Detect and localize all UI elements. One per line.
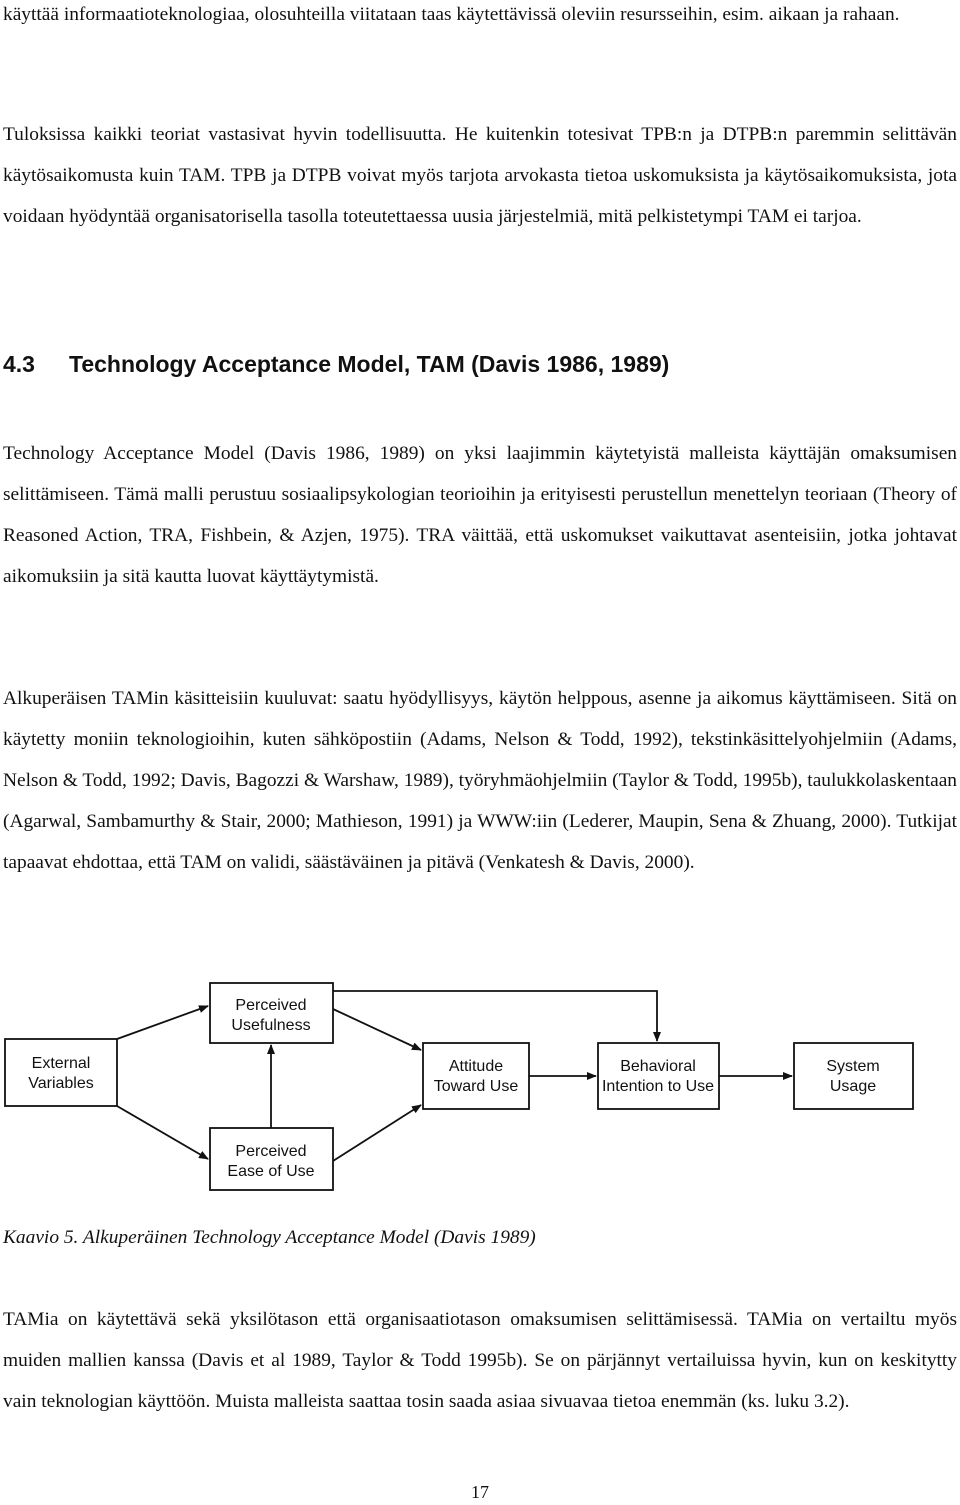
external-variables-line2: Variables — [28, 1075, 94, 1092]
perceived-usefulness-line2: Usefulness — [231, 1017, 311, 1034]
perceived-ease-line1: Perceived — [235, 1143, 307, 1160]
arrow-ease-to-attitude — [333, 1105, 421, 1161]
perceived-usefulness-line1: Perceived — [235, 997, 307, 1014]
arrow-external-to-usefulness — [117, 1006, 208, 1039]
attitude-line2: Toward Use — [433, 1078, 519, 1095]
system-usage-line2: Usage — [829, 1078, 877, 1095]
node-attitude-toward-use — [423, 1043, 529, 1109]
node-behavioral-intention — [598, 1043, 719, 1109]
paragraph-tam-concepts: Alkuperäisen TAMin käsitteisiin kuuluvat: saatu hyödyllisyys, käytön helppous, asenne ja aikomus käyttämiseen. Sitä on käytetty moniin teknologioihin, kuten sähköpostiin (Adams, Nelson & Todd, 1992), tekstinkäsittelyohjelmiin (Adams, Nelson & Todd, 1992; Davis, Bagozzi & Warshaw, 1989), työryhmäohjelmiin (Taylor & Todd, 1995b), taulukkolaskentaan (Agarwal, Sambamurthy & Stair, 2000; Mathieson, 1991) ja WWW:iin (Lederer, Maupin, Sena & Zhuang, 2000). Tutkijat tapaavat ehdottaa, että TAM on validi, säästäväinen ja pitävä (Venkatesh & Davis, 2000). — [3, 688, 957, 873]
arrow-external-to-ease — [117, 1106, 208, 1159]
figure-caption: Kaavio 5. Alkuperäinen Technology Acceptance Model (Davis 1989) — [3, 1227, 536, 1248]
paragraph-tam-comparison: TAMia on käytettävä sekä yksilötason että organisaatiotason omaksumisen selittämisessä. TAMia on vertailtu myös muiden mallien kanssa (Davis et al 1989, Taylor & Todd 1995b). Se on pärjännyt vertailuissa hyvin, kun on keskitytty vain teknologian käyttöön. Muista malleista saattaa tosin saada asiaa sivuavaa tietoa enemmän (ks. luku 3.2). — [3, 1309, 957, 1412]
perceived-ease-line2: Ease of Use — [227, 1163, 315, 1180]
tam-diagram — [0, 975, 960, 1195]
page-number: 17 — [471, 1482, 489, 1502]
intention-line1: Behavioral — [620, 1058, 696, 1075]
section-title: Technology Acceptance Model, TAM (Davis 1986, 1989) — [69, 351, 670, 377]
intention-line2: Intention to Use — [601, 1078, 715, 1095]
external-variables-line1: External — [31, 1055, 91, 1072]
section-number: 4.3 — [3, 351, 35, 377]
paragraph-results: Tuloksissa kaikki teoriat vastasivat hyvin todellisuutta. He kuitenkin totesivat TPB:n ja DTPB:n paremmin selittävän käytösaikomusta kuin TAM. TPB ja DTPB voivat myös tarjota arvokasta tietoa uskomuksista ja käytösaikomuksista, jota voidaan hyödyntää organisatorisella tasolla toteutettaessa uusia järjestelmiä, mitä pelkistetympi TAM ei tarjoa. — [3, 124, 957, 227]
system-usage-line1: System — [826, 1058, 880, 1075]
arrow-usefulness-to-intention — [333, 991, 657, 1041]
node-external-variables — [5, 1039, 117, 1106]
attitude-line1: Attitude — [448, 1058, 504, 1075]
section-heading — [3, 342, 957, 386]
paragraph-intro-continued: käyttää informaatioteknologiaa, olosuhteilla viitataan taas käytettävissä oleviin resursseihin, esim. aikaan ja rahaan. — [3, 4, 900, 25]
node-system-usage — [794, 1043, 913, 1109]
paragraph-tam-intro: Technology Acceptance Model (Davis 1986, 1989) on yksi laajimmin käytetyistä malleista käyttäjän omaksumisen selittämiseen. Tämä malli perustuu sosiaalipsykologian teorioihin ja erityisesti perustellun menettelyn teoriaan (Theory of Reasoned Action, TRA, Fishbein, & Azjen, 1975). TRA väittää, että uskomukset vaikuttavat asenteisiin, jotka johtavat aikomuksiin ja sitä kautta luovat käyttäytymistä. — [3, 443, 957, 587]
arrow-usefulness-to-attitude — [333, 1009, 421, 1050]
